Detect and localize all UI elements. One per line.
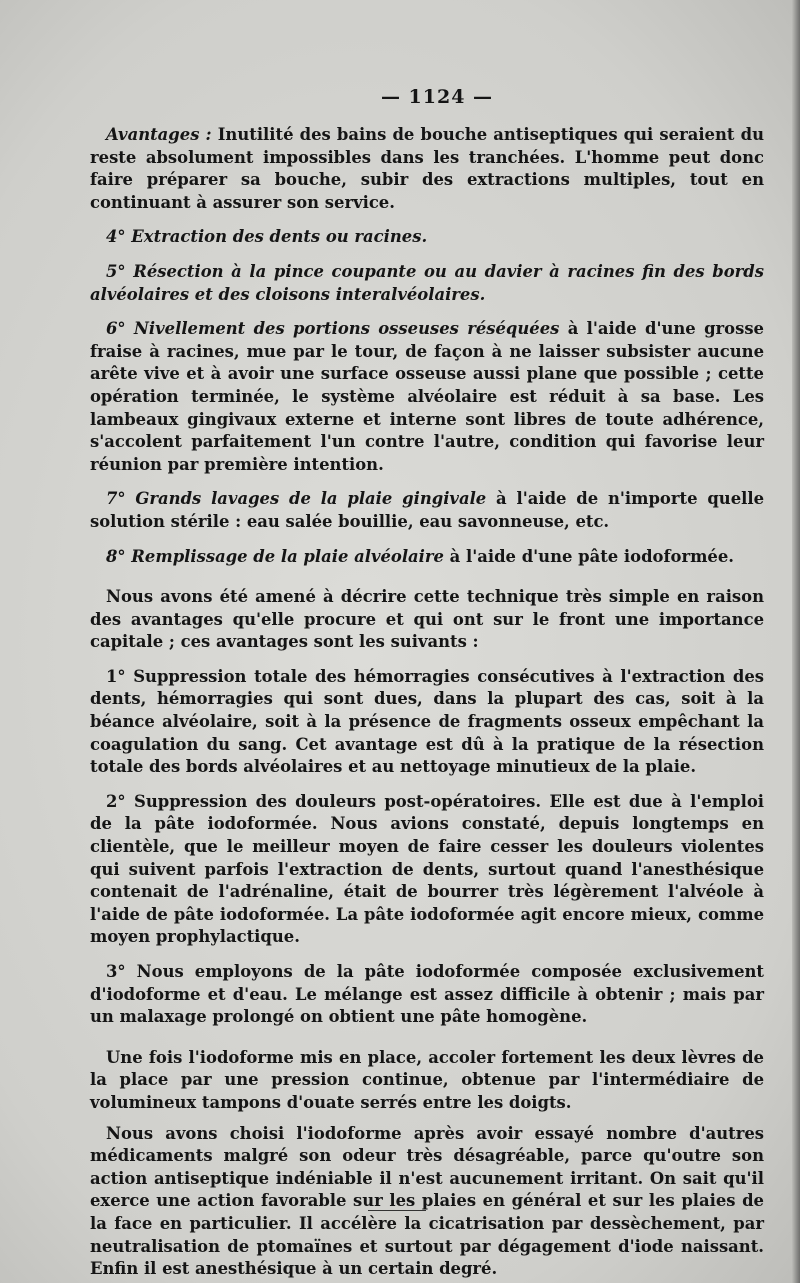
paragraph-iodoform-placement xyxy=(90,1047,764,1115)
paragraph-advantage-3 xyxy=(90,961,764,1029)
paragraph-text: 2° Suppression des douleurs post-opératoires. Elle est due à l'emploi de la pâte iodoformée. Nous avions constaté, depuis longtemps en clientèle, que le meilleur moyen de faire cesser les douleurs violentes qui suivent parfois l'extraction de dents, surtout quand l'anesthésique contenait de l'adrénaline, était de bourrer très légèrement l'alvéole à l'aide de pâte iodoformée. La pâte iodoformée agit encore mieux, comme moyen prophylactique. xyxy=(90,791,764,947)
page-number: — 1124 — xyxy=(380,86,494,108)
paragraph-lead: 8° Remplissage de la plaie alvéolaire xyxy=(106,546,444,566)
paragraph-text: Nous avons choisi l'iodoforme après avoir essayé nombre d'autres médicaments malgré son odeur très désagréable, parce qu'outre son action antiseptique indéniable il n'est aucunement irritant. On sait qu'il exerce une action favorable sur les plaies en général et sur les plaies de la face en particulier. Il accélère la cicatrisation par dessèchement, par neutralisation de ptomaïnes et surtout par dégagement d'iode naissant. Enfin il est anesthésique à un certain degré. xyxy=(90,1123,764,1279)
paragraph-lead: 5° Résection à la pince coupante ou au davier à racines fin des bords alvéolaires et des cloisons interalvéolaires. xyxy=(90,261,764,304)
paragraph-text: à l'aide de n'importe quelle solution stérile : eau salée bouillie, eau savonneuse, etc. xyxy=(90,489,765,531)
paragraph-step-5 xyxy=(90,261,764,306)
paragraph-step-4 xyxy=(90,226,764,249)
paragraph-intro-advantages xyxy=(90,586,764,654)
paragraph-advantage-2 xyxy=(90,791,764,949)
paragraph-text: à l'aide d'une pâte iodoformée. xyxy=(443,546,734,566)
paragraph-iodoform-choice xyxy=(90,1123,764,1281)
paragraph-lead: Avantages : xyxy=(106,125,212,144)
paragraph-advantage-1 xyxy=(90,666,764,779)
paragraph-lead: 7° Grands lavages de la plaie gingivale xyxy=(106,489,487,509)
paragraph-step-8 xyxy=(90,546,764,569)
paragraph-text: à l'aide d'une grosse fraise à racines, mue par le tour, de façon à ne laisser subsister aucune arête vive et à avoir une surface osseuse aussi plane que possible ; cette opération terminée, le système alvéolaire est réduit à sa base. Les lambeaux gingivaux externe et interne sont libres de toute adhérence, s'accolent parfaitement l'un contre l'autre, condition qui favorise leur réunion par première intention. xyxy=(90,319,764,474)
paragraph-text: Inutilité des bains de bouche antiseptiques qui seraient du reste absolument impossibles dans les tranchées. L'homme peut donc faire préparer sa bouche, subir des extractions multiples, tout en continuant à assurer son service. xyxy=(90,125,764,212)
footer-rule xyxy=(368,1210,426,1211)
paragraph-step-6 xyxy=(90,318,764,476)
paragraph-lead: 6° Nivellement des portions osseuses réséquées xyxy=(106,319,560,339)
paragraph-text: Une fois l'iodoforme mis en place, accoler fortement les deux lèvres de la place par une pression continue, obtenue par l'intermédiaire de volumineux tampons d'ouate serrés entre les doigts. xyxy=(90,1047,764,1112)
paragraph-text: Nous avons été amené à décrire cette technique très simple en raison des avantages qu'elle procure et qui ont sur le front une importance capitale ; ces avantages sont les suivants : xyxy=(90,587,764,652)
paragraph-avantages xyxy=(90,124,764,214)
paragraph-text: 3° Nous employons de la pâte iodoformée composée exclusivement d'iodoforme et d'eau. Le mélange est assez difficile à obtenir ; mais par un malaxage prolongé on obtient une pâte homogène. xyxy=(90,962,764,1027)
paragraph-text: 1° Suppression totale des hémorragies consécutives à l'extraction des dents, hémorragies qui sont dues, dans la plupart des cas, soit à la béance alvéolaire, soit à la présence de fragments osseux empêchant la coagulation du sang. Cet avantage est dû à la pratique de la résection totale des bords alvéolaires et au nettoyage minutieux de la plaie. xyxy=(90,666,764,777)
paragraph-lead: 4° Extraction des dents ou racines. xyxy=(106,227,428,247)
page-edge-shadow xyxy=(792,0,800,1283)
paragraph-step-7 xyxy=(90,488,764,533)
